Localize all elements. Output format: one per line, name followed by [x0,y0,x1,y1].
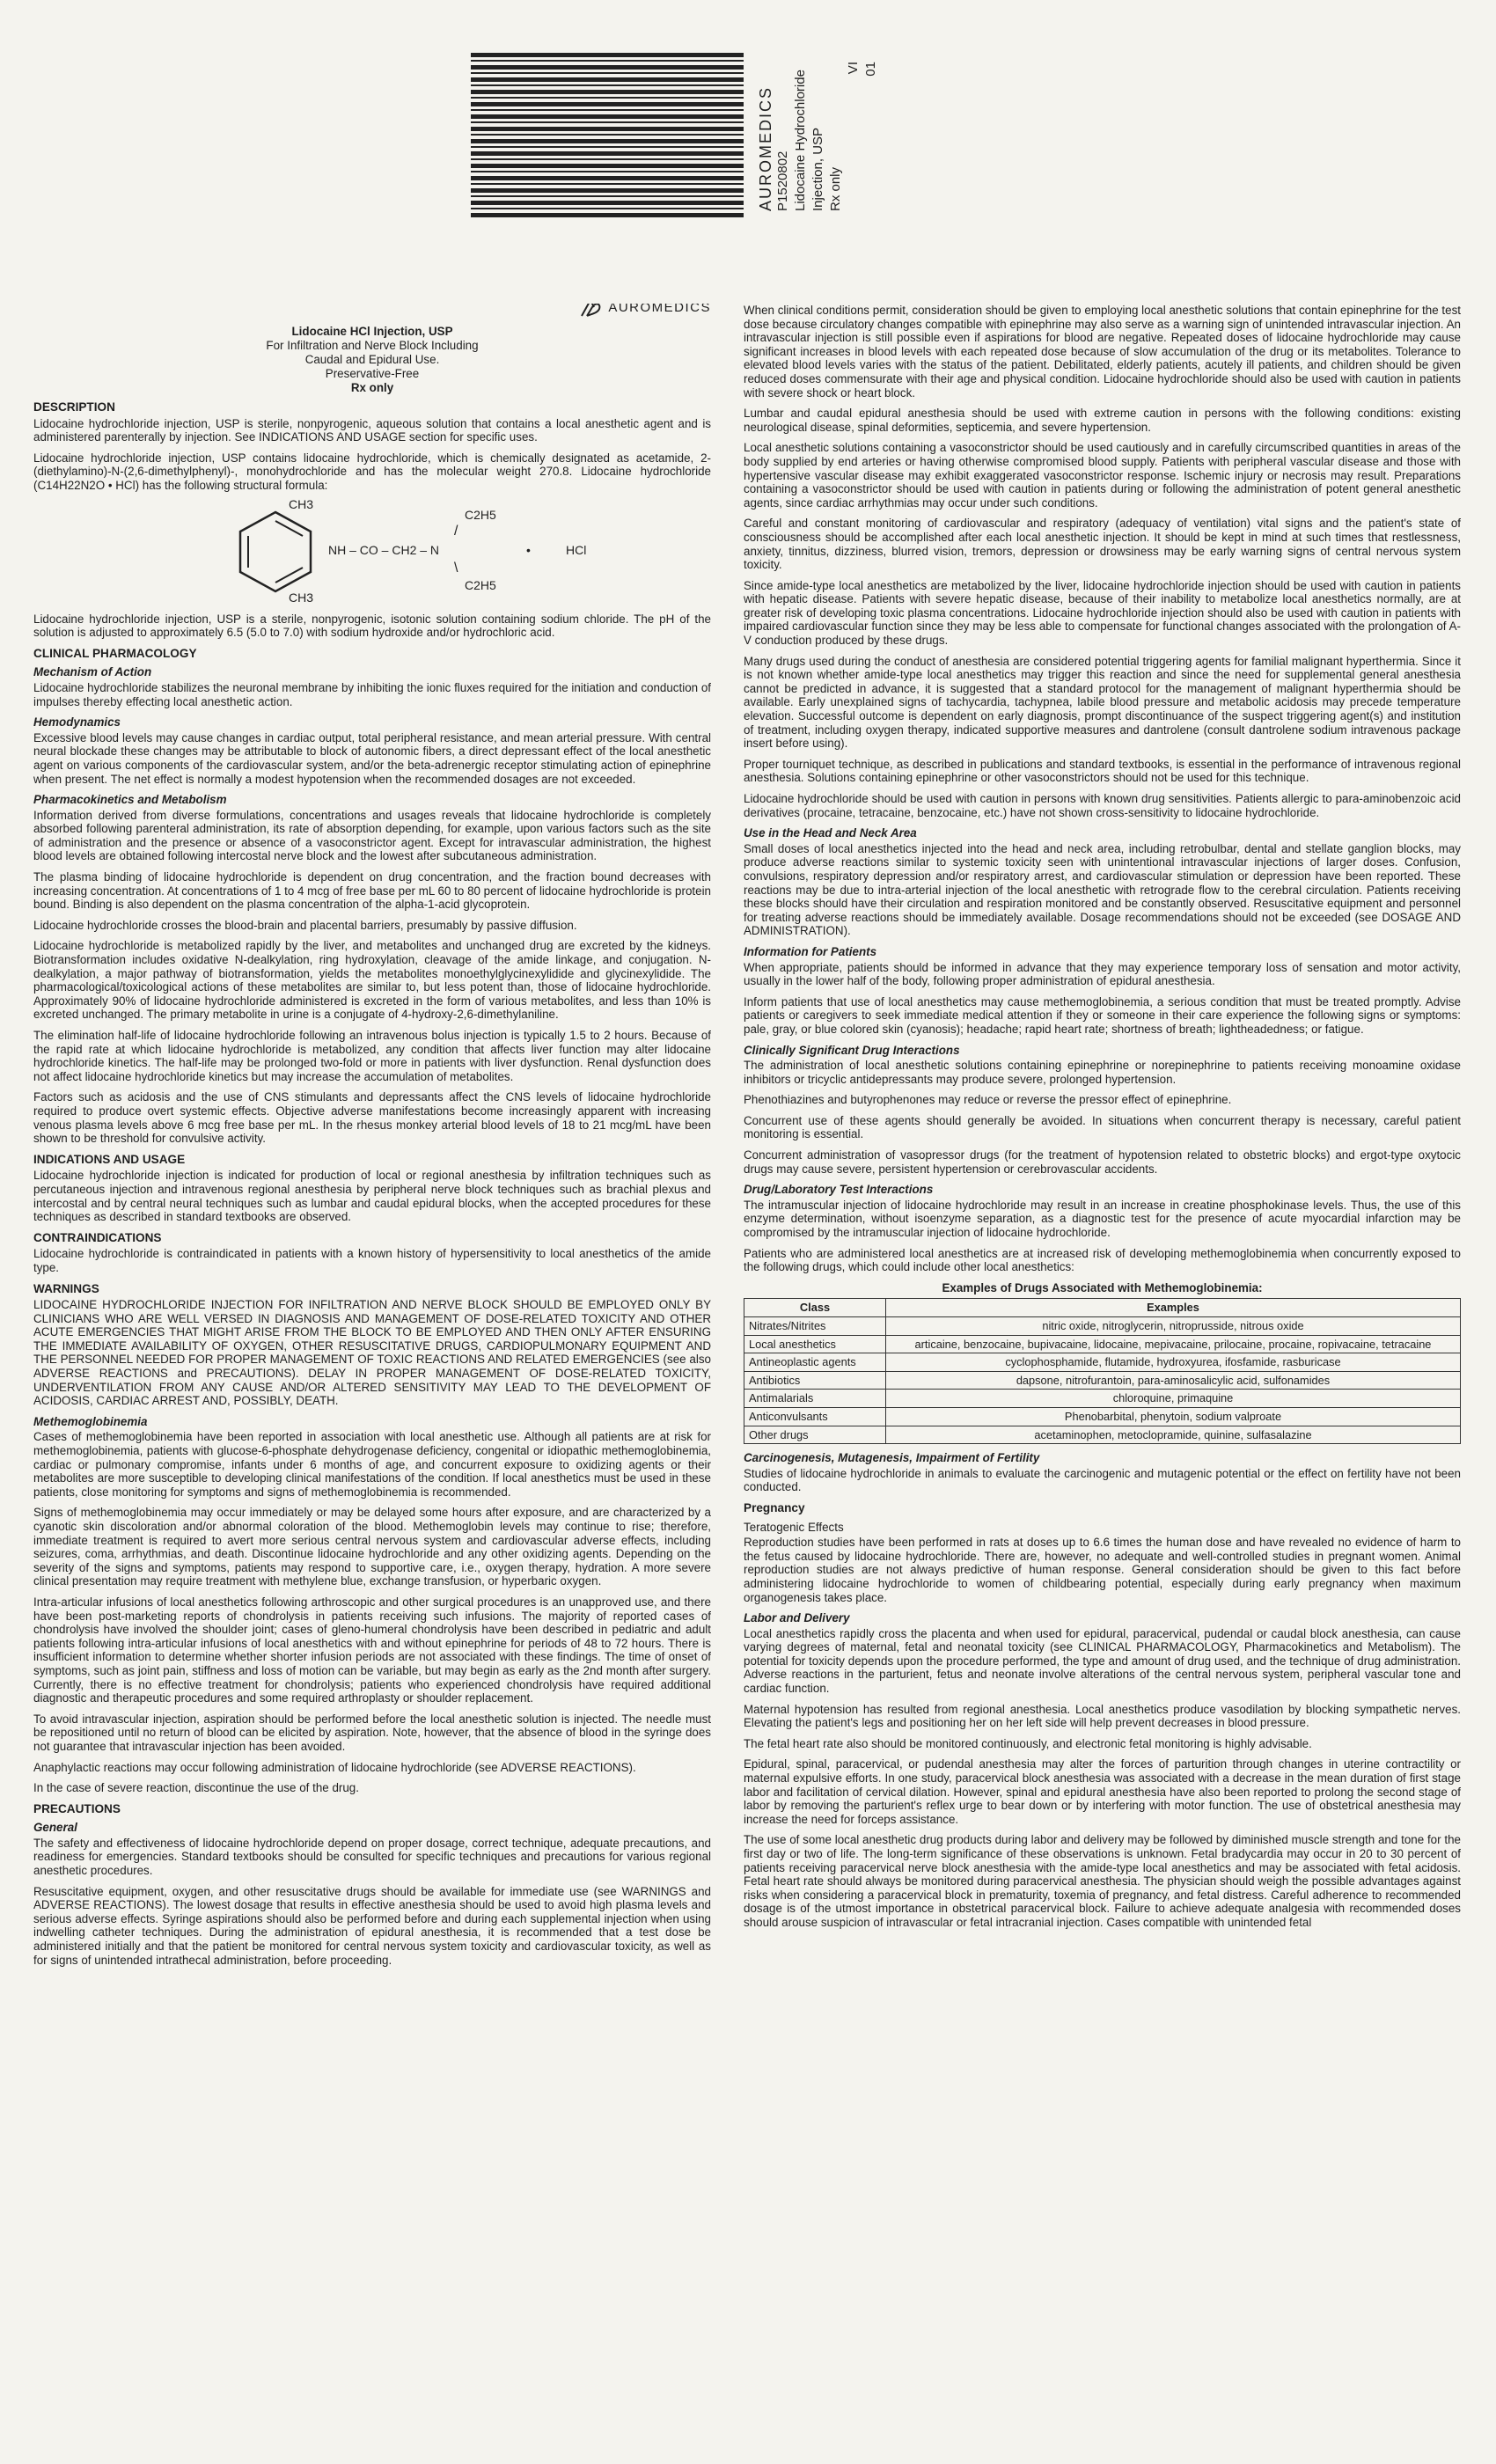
table-row [744,1317,1461,1336]
paragraph: The fetal heart rate also should be monitored continuously, and electronic fetal monitoring is highly advisable. [744,1736,1312,1750]
examples-cell: nitric oxide, nitroglycerin, nitroprusside, nitrous oxide [886,1317,1461,1336]
package-label [748,62,924,211]
paragraph: Concurrent use of these agents should generally be avoided. In situations when concurrent therapy is necessary, careful patient monitoring is essential. [744,1113,1461,1141]
amide-chain: NH – CO – CH2 – N [328,542,440,557]
paragraph: Small doses of local anesthetics injected into the head and neck area, including retrobulbar, dental and stellate ganglion blocks, may produce adverse reactions similar to systemic toxicity seen with unintentional intravascular injections of larger doses. Confusion, convulsions, respiratory depression and/or respiratory arrest, and cardiovascular stimulation or depression have been reported. These reactions may be due to intra-arterial injection of the local anesthetic with retrograde flow to the cerebral circulation. Patients receiving these blocks should have their circulation and respiration monitored and be constantly observed. Resuscitative equipment and personnel for treating adverse reactions should be immediately available. Dosage recommendations should not be exceeded (see DOSAGE AND ADMINISTRATION). [744,841,1461,938]
subsection-general: General [33,1821,77,1835]
paragraph: Excessive blood levels may cause changes in cardiac output, total peripheral resistance, and mean arterial pressure. With central neural blockade these changes may be attributable to block of autonomic fibers, a direct depressant effect of the local anesthetic agent on various components of the cardiovascular system, and/or the beta-adrenergic receptor stimulating action of epinephrine when present. The net effect is normally a modest hypotension when the recommended dosages are not exceeded. [33,730,711,786]
section-indications: INDICATIONS AND USAGE [33,1152,186,1166]
subsection-info-patients: Information for Patients [744,944,877,958]
methemoglobinemia-table [744,1298,1461,1444]
paragraph: The intramuscular injection of lidocaine hydrochloride may result in an increase in creatine phosphokinase levels. Thus, the use of this enzyme determination, without isoenzyme separation, as a diagnostic test for the presence of acute myocardial infarction may be compromised by the intramuscular injection of lidocaine hydrochloride. [744,1198,1461,1240]
class-cell: Antimalarials [744,1390,886,1408]
class-cell: Antibiotics [744,1371,886,1390]
brand-logo [33,304,711,318]
column-header-examples: Examples [886,1299,1461,1317]
subsection-methemoglobinemia: Methemoglobinemia [33,1414,148,1428]
section-warnings: WARNINGS [33,1281,99,1295]
salt-dot: • [526,542,531,557]
header-version-num: 01 [863,62,878,77]
paragraph: Lidocaine hydrochloride injection, USP is a sterile, nonpyrogenic, isotonic solution containing sodium chloride. The pH of the solution is adjusted to approximately 6.5 (5.0 to 7.0) with sodium hydroxide and/or hydrochloric acid. [33,612,711,640]
subsection-pharmacokinetics: Pharmacokinetics and Metabolism [33,793,227,807]
paragraph: To avoid intravascular injection, aspiration should be performed before the local anesthetic solution is injected. The needle must be repositioned until no return of blood can be elicited by aspiration. Note, however, that the absence of blood in the syringe does not guarantee that intravascular injection has been avoided. [33,1712,711,1753]
paragraph: Signs of methemoglobinemia may occur immediately or may be delayed some hours after exposure, and are characterized by a cyanotic skin discoloration and/or abnormal coloration of the blood. Methemoglobin levels may continue to rise; therefore, immediate treatment is required to avert more serious central nervous system and cardiovascular adverse effects, including seizures, coma, arrhythmias, and death. Discontinue lidocaine hydrochloride and any other oxidizing agents. Depending on the severity of the signs and symptoms, patients may respond to supportive care, i.e., oxygen therapy, hydration. A more severe clinical presentation may require treatment with methylene blue, exchange transfusion, or hyperbaric oxygen. [33,1506,711,1588]
subsection-pregnancy: Pregnancy [744,1500,805,1514]
paragraph: The safety and effectiveness of lidocaine hydrochloride depend on proper dosage, correct technique, adequate precautions, and readiness for emergencies. Standard textbooks should be consulted for specific techniques and precautions for various regional anesthetic procedures. [33,1836,711,1878]
table-header-row [744,1299,1461,1317]
paragraph: The use of some local anesthetic drug products during labor and delivery may be followed by diminished muscle strength and tone for the first day or two of life. The long-term significance of these observations is unknown. Fetal bradycardia may occur in 20 to 30 percent of patients receiving paracervical nerve block anesthesia with the amide-type local anesthetics and may be associated with fetal acidosis. Fetal heart rate should always be monitored during paracervical anesthesia. The physician should weigh the possible advantages against risks when considering a paracervical block in prematurity, toxemia of pregnancy, and fetal distress. Careful adherence to recommended dosage is of the utmost importance in obstetrical paracervical block. Failure to achieve adequate analgesia with recommended doses should arouse suspicion of intravascular or fetal intracranial injection. Cases compatible with unintended fetal [744,1833,1461,1929]
product-title: Lidocaine HCl Injection, USP [291,325,453,338]
title-block [33,325,711,395]
header-rx: Rx only [828,166,843,211]
paragraph: The elimination half-life of lidocaine hydrochloride following an intravenous bolus injection is typically 1.5 to 2 hours. Because of the rapid rate at which lidocaine hydrochloride is metabolized, any condition that affects liver function may alter lidocaine hydrochloride kinetics. The half-life may be prolonged two-fold or more in patients with liver dysfunction. Renal dysfunction does not affect lidocaine hydrochloride kinetics but may increase the accumulation of metabolites. [33,1029,711,1083]
subsection-hemodynamics: Hemodynamics [33,715,121,730]
paragraph: Lidocaine hydrochloride is metabolized rapidly by the liver, and metabolites and unchanged drug are excreted by the kidneys. Biotransformation includes oxidative N-dealkylation, ring hydroxylation, cleavage of the amide linkage, and conjugation. N-dealkylation, a major pathway of biotransformation, yields the metabolites monoethylglycinexylidide and glycinexylidide. The pharmacological/toxicological actions of these metabolites are similar to, but less potent than, those of lidocaine hydrochloride. Approximately 90% of lidocaine hydrochloride administered is excreted in the form of various metabolites, and less than 10% is excreted unchanged. The primary metabolite in urine is a conjugate of 4-hydroxy-2,6-dimethylaniline. [33,939,711,1022]
header-product-1: Lidocaine Hydrochloride [793,70,808,211]
paragraph: Lidocaine hydrochloride should be used with caution in persons with known drug sensitivities. Patients allergic to para-aminobenzoic acid derivatives (procaine, tetracaine, benzocaine, etc.) have not shown cross-sensitivity to lidocaine hydrochloride. [744,792,1461,819]
table-row [744,1371,1461,1390]
header-product-2: Injection, USP [810,127,825,211]
paragraph: Concurrent administration of vasopressor drugs (for the treatment of hypotension related to obstetric blocks) and ergot-type oxytocic drugs may cause severe, persistent hypertension or cerebrovascular accidents. [744,1148,1461,1176]
paragraph: The plasma binding of lidocaine hydrochloride is dependent on drug concentration, and the fraction bound decreases with increasing concentration. At concentrations of 1 to 4 mcg of free base per mL 60 to 80 percent of lidocaine hydrochloride is protein bound. Binding is also dependent on the plasma concentration of the alpha-1-acid glycoprotein. [33,870,711,912]
paragraph: In the case of severe reaction, discontinue the use of the drug. [33,1781,359,1795]
paragraph: Cases of methemoglobinemia have been reported in association with local anesthetic use. Although all patients are at risk for methemoglobinemia, patients with glucose-6-phosphate dehydrogenase deficiency, congenital or idiopathic methemoglobinemia, cardiac or pulmonary compromise, infants under 6 months of age, and concurrent exposure to oxidizing agents or their metabolites are more susceptible to developing clinical manifestations of the condition. If local anesthetics must be used in these patients, close monitoring for symptoms and signs of methemoglobinemia is recommended. [33,1430,711,1499]
ethyl-top: C2H5 [465,507,496,522]
paragraph: Careful and constant monitoring of cardiovascular and respiratory (adequacy of ventilation) vital signs and the patient's state of consciousness should be accomplished after each local anesthetic injection. It should be kept in mind at such times that restlessness, anxiety, tinnitus, dizziness, blurred vision, tremors, depression or drowsiness may be early warning signs of central nervous system toxicity. [744,517,1461,572]
paragraph: Information derived from diverse formulations, concentrations and usages reveals that lidocaine hydrochloride is completely absorbed following parenteral administration, its rate of absorption depending, for example, upon various factors such as the site of administration and the presence or absence of a vasoconstrictor agent. Except for intravascular administration, the highest blood levels are obtained following intercostal nerve block and the lowest after subcutaneous administration. [33,808,711,863]
ch3-top: CH3 [289,496,314,511]
barcode [471,53,744,220]
section-contraindications: CONTRAINDICATIONS [33,1230,162,1244]
paragraph: Lumbar and caudal epidural anesthesia should be used with extreme caution in persons with the following conditions: existing neurological disease, spinal deformities, septicemia, and severe hypertension. [744,407,1461,434]
ch3-bottom: CH3 [289,590,314,605]
table-row [744,1390,1461,1408]
paragraph: LIDOCAINE HYDROCHLORIDE INJECTION FOR INFILTRATION AND NERVE BLOCK SHOULD BE EMPLOYED ONLY BY CLINICIANS WHO ARE WELL VERSED IN DIAGNOSIS AND MANAGEMENT OF DOSE-RELATED TOXICITY AND OTHER ACUTE EMERGENCIES THAT MIGHT ARISE FROM THE BLOCK TO BE EMPLOYED AND THEN ONLY AFTER ENSURING THE IMMEDIATE AVAILABILITY OF OXYGEN, OTHER RESUSCITATIVE DRUGS, CARDIOPULMONARY EQUIPMENT AND THE PERSONNEL NEEDED FOR PROPER MANAGEMENT OF TOXIC REACTIONS AND RELATED EMERGENCIES (see also ADVERSE REACTIONS and PRECAUTIONS). DELAY IN PROPER MANAGEMENT OF DOSE-RELATED TOXICITY, UNDERVENTILATION FROM ANY CAUSE AND/OR ALTERED SENSITIVITY MAY LEAD TO THE DEVELOPMENT OF ACIDOSIS, CARDIAC ARREST AND, POSSIBLY, DEATH. [33,1298,711,1408]
section-clinical-pharmacology: CLINICAL PHARMACOLOGY [33,646,197,660]
title-line-3: Caudal and Epidural Use. [304,353,440,366]
paragraph: Lidocaine hydrochloride crosses the blood-brain and placental barriers, presumably by passive diffusion. [33,918,577,932]
paragraph: Anaphylactic reactions may occur following administration of lidocaine hydrochloride (see ADVERSE REACTIONS). [33,1760,636,1774]
paragraph: Lidocaine hydrochloride injection is indicated for production of local or regional anesthesia by infiltration techniques such as percutaneous injection and intravenous regional anesthesia by peripheral nerve block techniques such as brachial plexus and intercostal and by central neural techniques such as lumbar and caudal epidural blocks, when the accepted procedures for these techniques as described in standard textbooks are observed. [33,1169,711,1224]
subsection-lab-tests: Drug/Laboratory Test Interactions [744,1183,934,1197]
subsection-moa: Mechanism of Action [33,665,152,679]
subsection-labor-delivery: Labor and Delivery [744,1611,850,1625]
examples-cell: chloroquine, primaquine [886,1390,1461,1408]
paragraph: Lidocaine hydrochloride stabilizes the neuronal membrane by inhibiting the ionic fluxes required for the initiation and conduction of impulses thereby effecting local anesthetic action. [33,680,711,708]
right-column [744,304,1461,2451]
paragraph: When appropriate, patients should be informed in advance that they may experience temporary loss of sensation and motor activity, usually in the lower half of the body, following proper administration of epidural anesthesia. [744,960,1461,988]
class-cell: Other drugs [744,1426,886,1444]
examples-cell: articaine, benzocaine, bupivacaine, lidocaine, mepivacaine, prilocaine, procaine, ropivacaine, tetracaine [886,1335,1461,1353]
paragraph: Resuscitative equipment, oxygen, and other resuscitative drugs should be available for immediate use (see WARNINGS and ADVERSE REACTIONS). The lowest dosage that results in effective anesthesia should be used to avoid high plasma levels and serious adverse effects. Syringe aspirations should also be performed before and during each supplemental injection when using indwelling catheter techniques. During the administration of epidural anesthesia, it is recommended that a test dose be administered initially and that the patient be monitored for central nervous system toxicity and cardiovascular toxicity, as well as for signs of unintended intrathecal administration, before proceeding. [33,1884,711,1967]
paragraph: Lidocaine hydrochloride injection, USP is sterile, nonpyrogenic, aqueous solution that contains a local anesthetic agent and is administered parenterally by injection. See INDICATIONS AND USAGE section for specific uses. [33,416,711,444]
structural-formula: CH3 CH3 NH – CO – CH2 – N C2H5 C2H5 / \ • HCl [33,500,711,605]
column-header-class: Class [744,1299,886,1317]
header-code: P1520802 [775,150,790,211]
examples-cell: Phenobarbital, phenytoin, sodium valproate [886,1407,1461,1426]
table-title: Examples of Drugs Associated with Methemoglobinemia: [942,1280,1263,1294]
examples-cell: acetaminophen, metoclopramide, quinine, sulfasalazine [886,1426,1461,1444]
paragraph: Lidocaine hydrochloride injection, USP contains lidocaine hydrochloride, which is chemically designated as acetamide, 2-(diethylamino)-N-(2,6-dimethylphenyl)-, monohydrochloride and has the molecular weight 270.8. Lidocaine hydrochloride (C14H22N2O • HCl) has the following structural formula: [33,451,711,492]
section-description: DESCRIPTION [33,400,115,414]
subsection-drug-interactions: Clinically Significant Drug Interactions [744,1043,960,1057]
paragraph: The administration of local anesthetic solutions containing epinephrine or norepinephrine to patients receiving monoamine oxidase inhibitors or tricyclic antidepressants may produce severe, prolonged hypertension. [744,1059,1461,1086]
ethyl-bottom: C2H5 [465,577,496,592]
paragraph: Local anesthetic solutions containing a vasoconstrictor should be used cautiously and in carefully circumscribed quantities in areas of the body supplied by end arteries or having otherwise compromised blood supply. Patients with peripheral vascular disease and those with hypertensive vascular disease may exhibit exaggerated vasoconstrictor response. Ischemic injury or necrosis may result. Preparations containing a vasoconstrictor should be used with caution in patients during or following the administration of potent general anesthetic agents, since cardiac arrhythmias may occur under such conditions. [744,441,1461,510]
paragraph: Local anesthetics rapidly cross the placenta and when used for epidural, paracervical, pudendal or caudal block anesthesia, can cause varying degrees of maternal, fetal and neonatal toxicity (see CLINICAL PHARMACOLOGY, Pharmacokinetics and Metabolism). The potential for toxicity depends upon the procedure performed, the type and amount of drug used, and the technique of drug administration. Adverse reactions in the parturient, fetus and neonate involve alterations of the central nervous system, peripheral vascular tone and cardiac function. [744,1626,1461,1696]
title-rx: Rx only [350,381,394,394]
subsection-head-neck: Use in the Head and Neck Area [744,826,917,840]
paragraph: Studies of lidocaine hydrochloride in animals to evaluate the carcinogenic and mutagenic potential or the effect on fertility have not been conducted. [744,1466,1461,1494]
hcl-label: HCl [566,542,587,557]
paragraph: Inform patients that use of local anesthetics may cause methemoglobinemia, a serious condition that must be treated promptly. Advise patients or caregivers to seek immediate medical attention if they or someone in their care experience the following signs or symptoms: pale, gray, or blue colored skin (cyanosis); headache; rapid heart rate; shortness of breath; lightheadedness; or fatigue. [744,994,1461,1036]
examples-cell: dapsone, nitrofurantoin, para-aminosalicylic acid, sulfonamides [886,1371,1461,1390]
paragraph: Since amide-type local anesthetics are metabolized by the liver, lidocaine hydrochloride injection should be used with caution in patients with hepatic disease. Patients with severe hepatic disease, because of their inability to metabolize local anesthetics normally, are at greater risk of developing toxic plasma concentrations. Lidocaine hydrochloride injection should also be used with caution in patients with impaired cardiovascular function since they may be less able to compensate for functional changes associated with the prolongation of A-V conduction produced by these drugs. [744,578,1461,648]
logo-text: AUROMEDICS [608,304,711,316]
class-cell: Anticonvulsants [744,1407,886,1426]
class-cell: Nitrates/Nitrites [744,1317,886,1336]
header-version: VI [846,62,861,75]
examples-cell: cyclophosphamide, flutamide, hydroxyurea, ifosfamide, rasburicase [886,1353,1461,1372]
class-cell: Antineoplastic agents [744,1353,886,1372]
table-row [744,1353,1461,1372]
paragraph: Patients who are administered local anesthetics are at increased risk of developing methemoglobinemia when concurrently exposed to the following drugs, which could include other local anesthetics: [744,1246,1461,1274]
paragraph: Reproduction studies have been performed in rats at doses up to 6.6 times the human dose and have revealed no evidence of harm to the fetus caused by lidocaine hydrochloride. There are, however, no adequate and well-controlled studies in pregnant women. Animal reproduction studies are not always predictive of human response. General consideration should be given to this fact before administering lidocaine hydrochloride to women of childbearing potential, especially during early pregnancy when maximum organogenesis takes place. [744,1536,1461,1604]
paragraph: Maternal hypotension has resulted from regional anesthesia. Local anesthetics produce vasodilation by blocking sympathetic nerves. Elevating the patient's legs and positioning her on her left side will help prevent decreases in blood pressure. [744,1702,1461,1730]
subsection-teratogenic: Teratogenic Effects [744,1520,844,1534]
paragraph: Factors such as acidosis and the use of CNS stimulants and depressants affect the CNS levels of lidocaine hydrochloride required to produce overt systemic effects. Objective adverse manifestations become increasingly apparent with increasing venous plasma levels above 6 mcg free base per mL. In the rhesus monkey arterial blood levels of 18 to 21 mcg/mL have been shown to be threshold for convulsive activity. [33,1090,711,1146]
paragraph: Epidural, spinal, paracervical, or pudendal anesthesia may alter the forces of parturition through changes in uterine contractility or maternal expulsive efforts. In one study, paracervical block anesthesia was associated with a decrease in the mean duration of first stage labor and facilitation of cervical dilation. However, spinal and epidural anesthesia have also been reported to prolong the second stage of labor by removing the parturient's reflex urge to bear down or by interfering with motor function. The use of obstetrical anesthesia may increase the need for forceps assistance. [744,1757,1461,1826]
left-column [33,304,711,2451]
paragraph: When clinical conditions permit, consideration should be given to employing local anesthetic solutions that contain epinephrine for the test dose because circulatory changes compatible with epinephrine may also serve as a warning sign of unintended intravascular injection. An intravascular injection is still possible even if aspirations for blood are negative. Repeated doses of lidocaine hydrochloride may cause significant increases in blood levels with each repeated dose because of slow accumulation of the drug or its metabolites. Tolerance to elevated blood levels varies with the status of the patient. Debilitated, elderly patients, acutely ill patients, and children should be given reduced doses commensurate with their age and physical condition. Lidocaine hydrochloride should also be used with caution in patients with severe shock or heart block. [744,304,1461,400]
class-cell: Local anesthetics [744,1335,886,1353]
subsection-carcinogenesis: Carcinogenesis, Mutagenesis, Impairment of Fertility [744,1451,1040,1465]
header-brand: AUROMEDICS [757,85,774,211]
paragraph: Proper tourniquet technique, as described in publications and standard textbooks, is essential in the performance of intravenous regional anesthesia. Solutions containing epinephrine or other vasoconstrictors should not be used for this technique. [744,757,1461,785]
paragraph: Lidocaine hydrochloride is contraindicated in patients with a known history of hypersensitivity to local anesthetics of the amide type. [33,1247,711,1274]
benzene-ring-icon [227,503,324,600]
auromedics-logo-icon [580,304,603,318]
table-row [744,1335,1461,1353]
title-line-4: Preservative-Free [325,367,420,380]
title-line-2: For Infiltration and Nerve Block Including [266,339,479,352]
paragraph: Intra-articular infusions of local anesthetics following arthroscopic and other surgical procedures is an unapproved use, and there have been post-marketing reports of chondrolysis in patients receiving such infusions. The majority of reported cases of chondrolysis have involved the shoulder joint; cases of gleno-humeral chondrolysis have been described in pediatric and adult patients following intra-articular infusions of local anesthetics with and without epinephrine for periods of 48 to 72 hours. There is insufficient information to determine whether shorter infusion periods are not associated with these findings. The time of onset of symptoms, such as joint pain, stiffness and loss of motion can be variable, but may begin as early as the 2nd month after surgery. Currently, there is no effective treatment for chondrolysis; patients who experienced chondrolysis have required additional diagnostic and therapeutic procedures and some required arthroplasty or shoulder replacement. [33,1595,711,1705]
section-precautions: PRECAUTIONS [33,1801,121,1815]
paragraph: Phenothiazines and butyrophenones may reduce or reverse the pressor effect of epinephrine. [744,1093,1232,1107]
table-row [744,1407,1461,1426]
table-row [744,1426,1461,1444]
paragraph: Many drugs used during the conduct of anesthesia are considered potential triggering agents for familial malignant hyperthermia. Since it is not known whether amide-type local anesthetics may trigger this reaction and since the need for supplemental general anesthesia cannot be predicted in advance, it is suggested that a standard protocol for the management of malignant hyperthermia should be available. Early unexplained signs of tachycardia, tachypnea, labile blood pressure and metabolic acidosis may precede temperature elevation. Successful outcome is dependent on early diagnosis, prompt discontinuance of the suspect triggering agent(s) and institution of treatment, including oxygen therapy, indicated supportive measures and dantrolene (consult dantrolene sodium intravenous package insert before using). [744,654,1461,751]
